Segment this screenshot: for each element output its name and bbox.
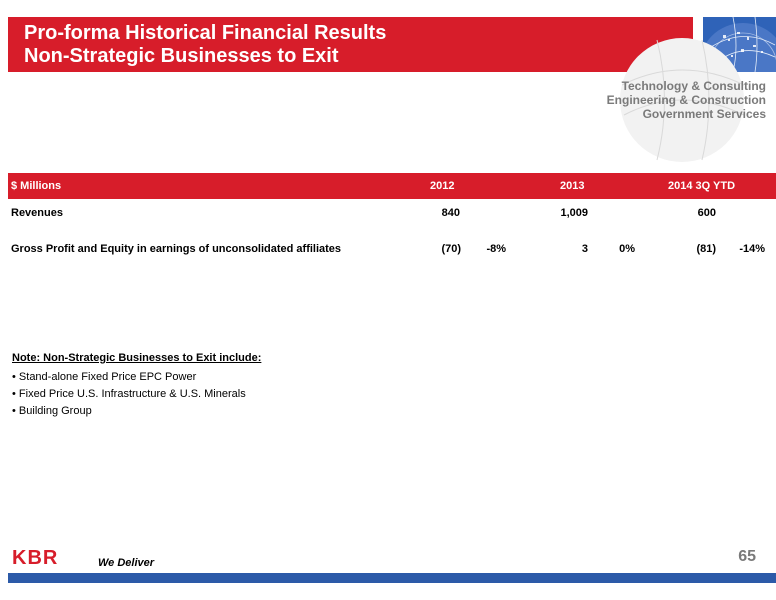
note-item [12,405,92,417]
header-label: $ Millions [11,180,62,192]
note-heading: Note: Non-Strategic Businesses to Exit include: [12,352,262,364]
page-title-line-1: Pro-forma Historical Financial Results [24,22,387,44]
page-number: 65 [738,548,756,565]
kbr-logo: KBR [12,547,59,569]
title-bar [8,17,693,72]
header-2014-3q-ytd: 2014 3Q YTD [668,180,736,192]
row-label: Gross Profit and Equity in earnings of unconsolidated affiliates [11,243,342,255]
row-label: Revenues [11,207,63,219]
bullet-icon: • [12,371,19,383]
note-item [12,388,246,400]
note-item-text: Building Group [18,405,92,417]
note-item [12,371,196,383]
service-government: Government Services [642,107,766,121]
note-item-text: Stand-alone Fixed Price EPC Power [18,371,197,383]
bullet-icon: • [12,388,19,400]
cell-2014-value: 600 [697,207,716,219]
cell-2013-percent: 0% [619,243,635,255]
tagline: We Deliver [98,557,155,569]
header-2012: 2012 [430,180,455,192]
cell-2012-value: (70) [441,243,461,255]
service-technology-consulting: Technology & Consulting [621,79,766,93]
page-title-line-2: Non-Strategic Businesses to Exit [24,45,339,67]
cell-2013-value: 3 [581,243,588,255]
cell-2013-value: 1,009 [560,207,588,219]
cell-2014-value: (81) [696,243,716,255]
service-engineering-construction: Engineering & Construction [606,93,766,107]
footer-bar [8,573,776,583]
cell-2014-percent: -14% [739,243,765,255]
table-row [0,207,776,223]
cell-2012-value: 840 [441,207,460,219]
note-item-text: Fixed Price U.S. Infrastructure & U.S. Minerals [18,388,246,400]
header-2013: 2013 [560,180,585,192]
table-header [8,173,776,199]
table-row [0,243,776,259]
cell-2012-percent: -8% [486,243,506,255]
bullet-icon: • [12,405,19,417]
